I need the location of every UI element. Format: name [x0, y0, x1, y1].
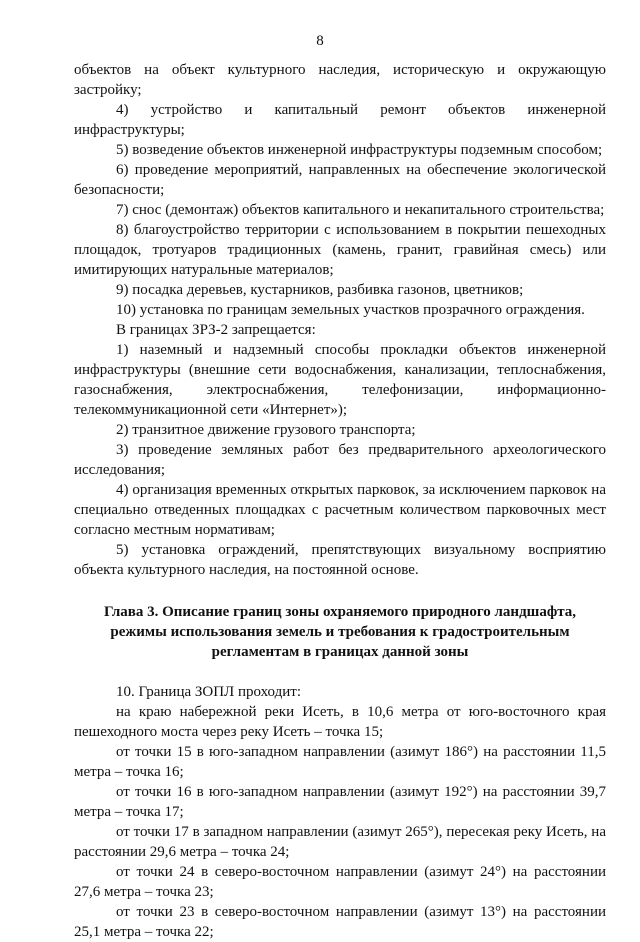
paragraph: от точки 17 в западном направлении (азимут 265°), пересекая реку Исеть, на расстоянии 29,6 метра – точка 24; — [74, 824, 606, 860]
chapter-heading: Глава 3. Описание границ зоны охраняемого природного ландшафта, режимы использования земель и требования к градостроительным регламентам в границах данной зоны — [103, 604, 577, 660]
paragraph: 2) транзитное движение грузового транспорта; — [116, 422, 416, 438]
paragraph: объектов на объект культурного наследия, историческую и окружающую застройку; — [74, 62, 606, 98]
paragraph: 8) благоустройство территории с использованием в покрытии пешеходных площадок, тротуаров традиционных (камень, гранит, гравийная смесь) или имитирующих натуральные материалов; — [74, 222, 606, 278]
paragraph: на краю набережной реки Исеть, в 10,6 метра от юго-восточного края пешеходного моста через реку Исеть – точка 15; — [74, 704, 606, 740]
paragraph: 1) наземный и надземный способы прокладки объектов инженерной инфраструктуры (внешние сети водоснабжения, канализации, теплоснабжения, газоснабжения, электроснабжения, телефонизации, информационно-телекоммуникационной сети «Интернет»); — [74, 342, 606, 418]
document-body — [74, 60, 606, 942]
paragraph: от точки 24 в северо-восточном направлении (азимут 24°) на расстоянии 27,6 метра – точка 23; — [74, 864, 606, 900]
paragraph: от точки 16 в юго-западном направлении (азимут 192°) на расстоянии 39,7 метра – точка 17; — [74, 784, 606, 820]
paragraph: 5) возведение объектов инженерной инфраструктуры подземным способом; — [116, 142, 603, 158]
section-after — [74, 682, 606, 942]
paragraph: от точки 15 в юго-западном направлении (азимут 186°) на расстоянии 11,5 метра – точка 16; — [74, 744, 606, 780]
paragraph: 4) устройство и капитальный ремонт объектов инженерной инфраструктуры; — [74, 102, 606, 138]
section-before — [74, 60, 606, 580]
paragraph: 7) снос (демонтаж) объектов капитального и некапитального строительства; — [116, 202, 605, 218]
page-number: 8 — [316, 33, 324, 49]
paragraph: 10) установка по границам земельных участков прозрачного ограждения. — [116, 302, 585, 318]
paragraph: 4) организация временных открытых парковок, за исключением парковок на специально отведенных площадках с расчетным количеством парковочных мест согласно местным нормативам; — [74, 482, 606, 538]
paragraph: 9) посадка деревьев, кустарников, разбивка газонов, цветников; — [116, 282, 524, 298]
paragraph: 10. Граница ЗОПЛ проходит: — [116, 684, 302, 700]
paragraph: 6) проведение мероприятий, направленных на обеспечение экологической безопасности; — [74, 162, 606, 198]
paragraph: 5) установка ограждений, препятствующих визуальному восприятию объекта культурного наследия, на постоянной основе. — [74, 542, 606, 578]
paragraph: от точки 23 в северо-восточном направлении (азимут 13°) на расстоянии 25,1 метра – точка 22; — [74, 904, 606, 940]
paragraph: 3) проведение земляных работ без предварительного археологического исследования; — [74, 442, 606, 478]
paragraph: В границах ЗРЗ-2 запрещается: — [116, 322, 316, 338]
